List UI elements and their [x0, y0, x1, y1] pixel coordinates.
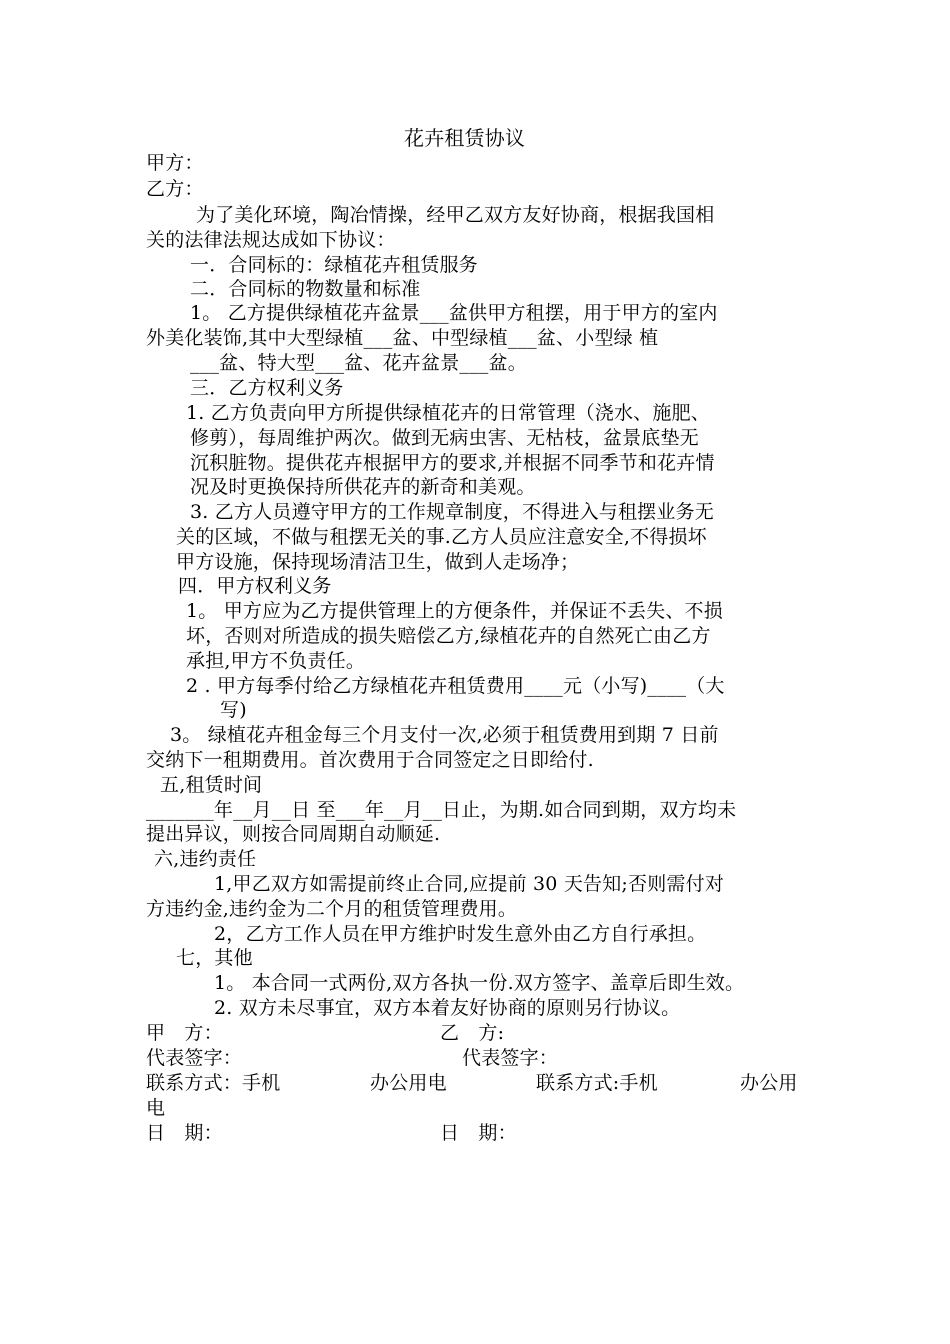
s3-item3-line-2: 关的区域，不做与租摆无关的事.乙方人员应注意安全,不得损坏	[176, 526, 707, 548]
intro-line-1: 为了美化环境，陶冶情操，经甲乙双方友好协商，根据我国相	[196, 204, 715, 226]
s3-item1-line-4: 况及时更换保持所供花卉的新奇和美观。	[190, 476, 536, 498]
sign-party-b: 乙 方:	[440, 1022, 505, 1044]
s6-item2: 2，乙方工作人员在甲方维护时发生意外由乙方自行承担。	[214, 923, 707, 945]
sign-office-a: 办公用电	[370, 1072, 447, 1094]
s7-item2: 2. 双方未尽事宜，双方本着友好协商的原则另行协议。	[214, 997, 681, 1019]
sign-party-a: 甲 方：	[146, 1022, 223, 1044]
s4-item1-line-3: 承担,甲方不负责任。	[186, 650, 366, 672]
s3-item3-line-1: 3. 乙方人员遵守甲方的工作规章制度，不得进入与租摆业务无	[190, 501, 714, 523]
s2-item1-line-1: 1。 乙方提供绿植花卉盆景___盆供甲方租摆，用于甲方的室内	[190, 302, 718, 324]
s4-item1-line-2: 坏，否则对所造成的损失赔偿乙方,绿植花卉的自然死亡由乙方	[186, 625, 711, 647]
sign-rep-a: 代表签字：	[146, 1047, 243, 1069]
s4-item2-line-1: 2 . 甲方每季付给乙方绿植花卉租赁费用____元（小写)____（大	[186, 675, 725, 697]
sign-date-b: 日 期：	[440, 1122, 517, 1144]
sign-contact-b: 联系方式:手机	[536, 1072, 658, 1094]
s2-item1-line-3: ___盆、特大型___盆、花卉盆景___盆。	[190, 352, 527, 374]
section-1-heading: 一．合同标的：绿植花卉租赁服务	[190, 254, 479, 276]
sign-rep-b: 代表签字：	[462, 1047, 559, 1069]
section-5-heading: 五,租赁时间	[160, 774, 263, 796]
s6-item1-line-1: 1,甲乙双方如需提前终止合同,应提前 30 天告知;否则需付对	[214, 873, 725, 895]
section-7-heading: 七，其他	[176, 947, 253, 969]
s4-item3-line-1: 3。 绿植花卉租金每三个月支付一次,必须于租赁费用到期 7 日前	[170, 724, 719, 746]
s3-item3-line-3: 甲方设施，保持现场清洁卫生，做到人走场净；	[176, 551, 580, 573]
s2-item1-line-2: 外美化装饰,其中大型绿植___盆、中型绿植___盆、小型绿 植	[146, 327, 659, 349]
section-2-heading: 二．合同标的物数量和标准	[190, 278, 421, 300]
s4-item1-line-1: 1。 甲方应为乙方提供管理上的方便条件，并保证不丢失、不损	[186, 600, 723, 622]
section-3-heading: 三．乙方权利义务	[190, 377, 344, 399]
sign-contact-a: 联系方式：手机	[146, 1072, 281, 1094]
s3-item1-line-3: 沉积脏物。提供花卉根据甲方的要求,并根据不同季节和花卉情	[190, 452, 715, 474]
party-a-label: 甲方：	[146, 152, 204, 174]
s5-text-line-1: _______年__月__日 至___年__月__日止，为期.如合同到期，双方均未	[146, 799, 737, 821]
s6-item1-line-2: 方违约金,违约金为二个月的租赁管理费用。	[146, 898, 518, 920]
sign-office-b: 办公用	[740, 1072, 798, 1094]
document-title: 花卉租赁协议	[404, 126, 526, 150]
s3-item1-line-2: 修剪），每周维护两次。做到无病虫害、无枯枝，盆景底垫无	[190, 427, 699, 449]
sign-office-b-wrap: 电	[146, 1097, 166, 1119]
s7-item1: 1。 本合同一式两份,双方各执一份.双方签字、盖章后即生效。	[214, 972, 745, 994]
section-6-heading: 六,违约责任	[154, 848, 257, 870]
sign-date-a: 日 期：	[146, 1122, 223, 1144]
s3-item1-line-1: 1. 乙方负责向甲方所提供绿植花卉的日常管理（浇水、施肥、	[186, 402, 710, 424]
intro-line-2: 关的法律法规达成如下协议：	[146, 229, 396, 251]
section-4-heading: 四．甲方权利义务	[178, 575, 332, 597]
party-b-label: 乙方：	[146, 178, 204, 200]
s4-item3-line-2: 交纳下一租期费用。首次费用于合同签定之日即给付.	[146, 749, 594, 771]
s5-text-line-2: 提出异议，则按合同周期自动顺延.	[146, 823, 441, 845]
s4-item2-line-2: 写)	[220, 699, 247, 721]
